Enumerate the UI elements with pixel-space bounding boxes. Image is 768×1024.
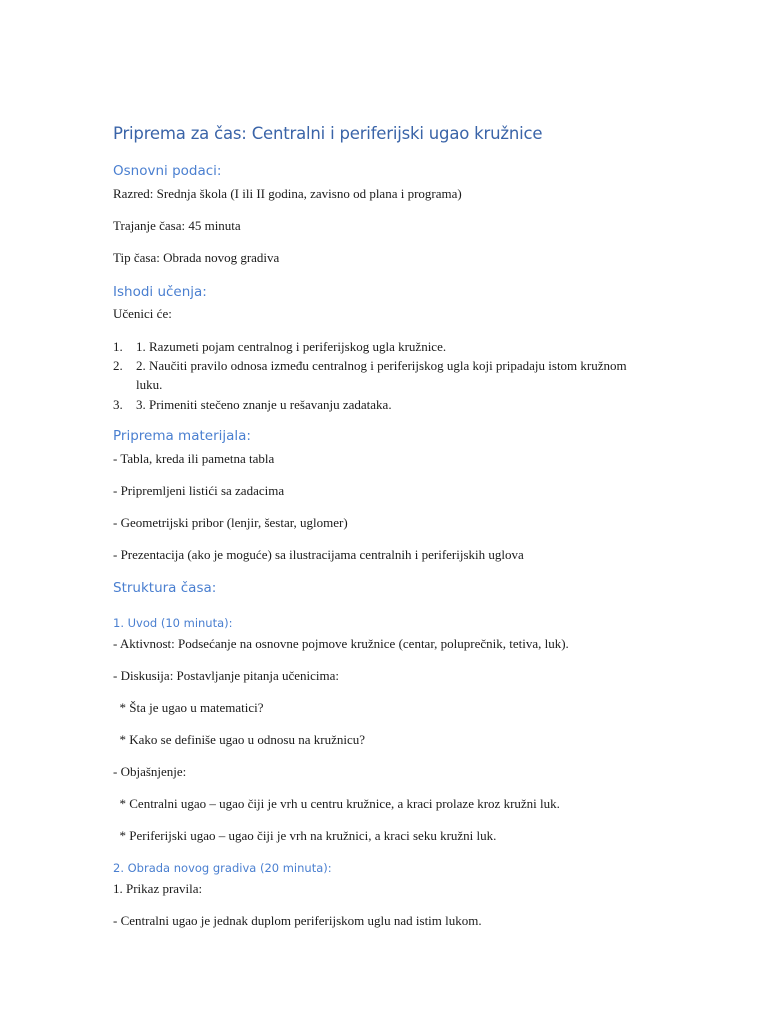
obrada-prikaz: 1. Prikaz pravila: (113, 881, 203, 896)
materijal-item: - Prezentacija (ako je moguće) sa ilustracijama centralnih i periferijskih uglova (113, 547, 524, 562)
section-heading-struktura: Struktura časa: (113, 580, 217, 596)
materijal-item: - Tabla, kreda ili pametna tabla (113, 451, 275, 466)
ishodi-intro: Učenici će: (113, 306, 172, 321)
list-number: 3. (113, 397, 123, 412)
uvod-diskusija: - Diskusija: Postavljanje pitanja učenicima: (113, 668, 340, 683)
section-heading-osnovni: Osnovni podaci: (113, 163, 222, 179)
uvod-objasnjenje: - Objašnjenje: (113, 764, 187, 779)
uvod-pitanje: * Šta je ugao u matematici? (113, 700, 264, 715)
obrada-pravilo: - Centralni ugao je jednak duplom periferijskom uglu nad istim lukom. (113, 913, 482, 928)
section-heading-materijali: Priprema materijala: (113, 428, 251, 444)
tip-text: Tip časa: Obrada novog gradiva (113, 250, 280, 265)
uvod-objasnjenje-item: * Periferijski ugao – ugao čiji je vrh na kružnici, a kraci seku kružni luk. (113, 828, 497, 843)
list-number: 1. (113, 339, 123, 354)
razred-text: Razred: Srednja škola (I ili II godina, zavisno od plana i programa) (113, 186, 462, 201)
document-title: Priprema za čas: Centralni i periferijski ugao kružnice (113, 124, 543, 143)
uvod-pitanje: * Kako se definiše ugao u odnosu na kružnicu? (113, 732, 365, 747)
materijal-item: - Pripremljeni listići sa zadacima (113, 483, 285, 498)
list-text: 3. Primeniti stečeno znanje u rešavanju zadataka. (136, 397, 392, 412)
trajanje-text: Trajanje časa: 45 minuta (113, 218, 241, 233)
list-text: 1. Razumeti pojam centralnog i periferijskog ugla kružnice. (136, 339, 447, 354)
section-heading-ishodi: Ishodi učenja: (113, 284, 207, 300)
list-text: 2. Naučiti pravilo odnosa između centralnog i periferijskog ugla koji pripadaju istom kružnom luku. (136, 358, 627, 392)
uvod-aktivnost: - Aktivnost: Podsećanje na osnovne pojmove kružnice (centar, poluprečnik, tetiva, luk). (113, 636, 569, 651)
subsection-heading-obrada: 2. Obrada novog gradiva (20 minuta): (113, 861, 332, 875)
subsection-heading-uvod: 1. Uvod (10 minuta): (113, 616, 233, 630)
uvod-objasnjenje-item: * Centralni ugao – ugao čiji je vrh u centru kružnice, a kraci prolaze kroz kružni luk. (113, 796, 560, 811)
materijal-item: - Geometrijski pribor (lenjir, šestar, uglomer) (113, 515, 348, 530)
list-number: 2. (113, 358, 123, 373)
